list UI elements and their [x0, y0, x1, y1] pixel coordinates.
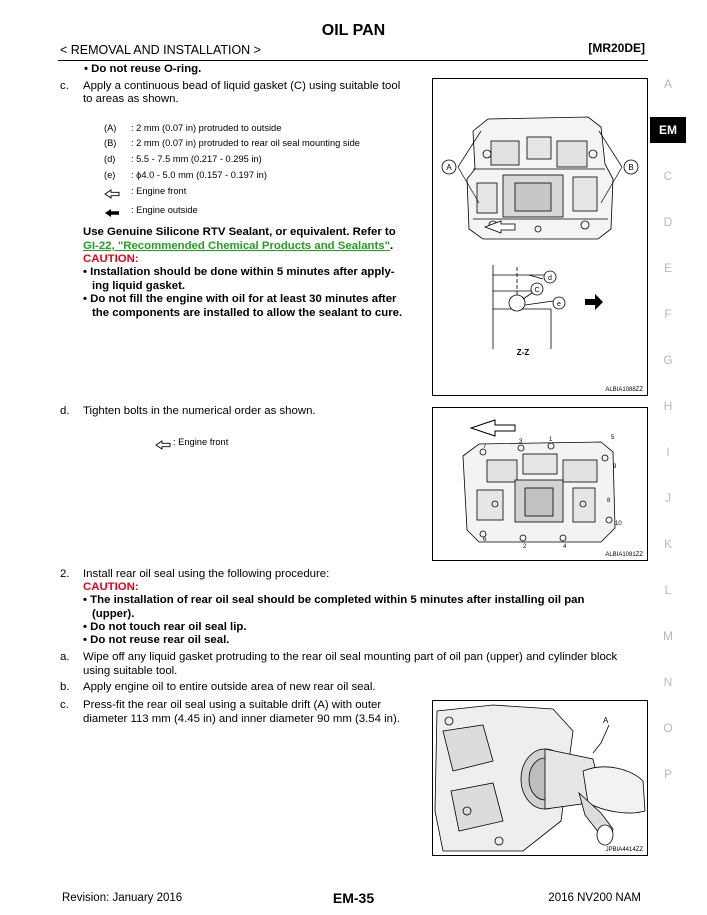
rear-oil-seal-drift-diagram	[433, 701, 647, 855]
spec-value: : ϕ4.0 - 5.0 mm (0.157 - 0.197 in)	[131, 170, 267, 180]
step-text: Press-fit the rear oil seal using a suitable drift (A) with outer	[83, 699, 382, 711]
nav-item-l[interactable]: L	[664, 583, 672, 597]
spec-value: : 2 mm (0.07 in) protruded to outside	[131, 123, 282, 133]
nav-item-a[interactable]: A	[663, 77, 672, 91]
nav-item-o[interactable]: O	[663, 721, 673, 735]
caution-label: CAUTION:	[83, 581, 139, 593]
caution-item: • The installation of rear oil seal should be completed within 5 minutes after installing oil pan	[83, 594, 585, 606]
caution-item: • Installation should be done within 5 minutes after apply-	[83, 266, 395, 278]
nav-item-n[interactable]: N	[663, 675, 673, 689]
step-marker: b.	[60, 681, 70, 693]
spec-key: (d)	[104, 154, 116, 164]
step-text: Tighten bolts in the numerical order as shown.	[83, 405, 316, 417]
svg-text:8: 8	[607, 498, 611, 504]
svg-text:9: 9	[613, 464, 617, 470]
svg-text:10: 10	[615, 521, 622, 527]
nav-item-m[interactable]: M	[663, 629, 673, 643]
footer-page-number: EM-35	[332, 890, 375, 906]
step-text: to areas as shown.	[83, 93, 179, 105]
figure-bolt-order	[432, 407, 648, 561]
outline-arrow-left-icon	[155, 437, 171, 455]
nav-item-j[interactable]: J	[665, 491, 671, 505]
svg-text:2: 2	[523, 544, 527, 550]
svg-text:7: 7	[483, 444, 487, 450]
step-marker: a.	[60, 651, 70, 663]
spec-key: (A)	[104, 123, 117, 133]
nav-item-h[interactable]: H	[663, 399, 673, 413]
spec-value: : 2 mm (0.07 in) protruded to rear oil seal mounting side	[131, 138, 360, 148]
nav-item-c[interactable]: C	[663, 169, 673, 183]
legend-text: : Engine outside	[131, 205, 198, 215]
figure-rear-oil-seal	[432, 700, 648, 856]
svg-text:A: A	[446, 163, 452, 172]
caution-item: • Do not fill the engine with oil for at least 30 minutes after	[83, 293, 397, 305]
solid-arrow-left-icon	[104, 205, 120, 223]
caution-item: • Do not touch rear oil seal lip.	[83, 621, 247, 633]
svg-text:3: 3	[519, 439, 523, 445]
legend-text: : Engine front	[131, 186, 187, 196]
nav-item-d[interactable]: D	[663, 215, 673, 229]
footer-revision: Revision: January 2016	[62, 892, 183, 904]
sealant-text: Use Genuine Silicone RTV Sealant, or equivalent. Refer to	[83, 226, 396, 238]
step-marker: c.	[60, 699, 69, 711]
svg-text:1: 1	[549, 437, 553, 443]
figure-id: ALBIA1081ZZ	[605, 552, 643, 558]
figure-id: JPBIA4414ZZ	[605, 847, 643, 853]
figure-liquid-gasket	[432, 78, 648, 396]
step-text: Apply engine oil to entire outside area of new rear oil seal.	[83, 681, 376, 693]
nav-item-p[interactable]: P	[663, 767, 672, 781]
svg-text:C: C	[534, 287, 540, 294]
caution-label: CAUTION:	[83, 253, 139, 265]
nav-item-f[interactable]: F	[664, 307, 672, 321]
svg-text:A: A	[603, 716, 609, 725]
spec-value: : 5.5 - 7.5 mm (0.217 - 0.295 in)	[131, 154, 262, 164]
caution-item-cont: ing liquid gasket.	[92, 280, 186, 292]
nav-item-em-active[interactable]: EM	[650, 117, 686, 143]
nav-item-g[interactable]: G	[663, 353, 673, 367]
caution-item: • Do not reuse rear oil seal.	[83, 634, 230, 646]
engine-block-gasket-diagram	[433, 79, 647, 395]
caution-item-cont: (upper).	[92, 608, 135, 620]
side-nav	[650, 0, 686, 915]
step-text: Install rear oil seal using the following procedure:	[83, 568, 330, 580]
svg-text:d: d	[548, 275, 552, 282]
svg-text:B: B	[628, 163, 634, 172]
step-text: diameter 113 mm (4.45 in) and inner diameter 90 mm (3.54 in).	[83, 713, 400, 725]
step-text: using suitable tool.	[83, 665, 178, 677]
step-marker: c.	[60, 80, 69, 92]
bullet-item: • Do not reuse O-ring.	[84, 63, 202, 75]
nav-item-e[interactable]: E	[663, 261, 672, 275]
step-marker: 2.	[60, 568, 70, 580]
step-text: Apply a continuous bead of liquid gasket (C) using suitable tool	[83, 80, 401, 92]
footer-model: 2016 NV200 NAM	[548, 892, 641, 904]
svg-text:Z-Z: Z-Z	[516, 348, 530, 357]
nav-item-i[interactable]: I	[666, 445, 670, 459]
svg-text:e: e	[557, 301, 561, 308]
svg-text:5: 5	[611, 435, 615, 441]
nav-item-k[interactable]: K	[663, 537, 672, 551]
oil-pan-bolt-diagram	[433, 408, 647, 560]
header-rule	[58, 60, 648, 61]
engine-code: [MR20DE]	[588, 41, 645, 55]
section-heading: < REMOVAL AND INSTALLATION >	[60, 43, 261, 57]
svg-text:6: 6	[483, 537, 487, 543]
legend-text: : Engine front	[173, 437, 229, 447]
figure-id: ALBIA1088ZZ	[605, 387, 643, 393]
svg-text:4: 4	[563, 544, 567, 550]
sealant-reference: GI-22, "Recommended Chemical Products and Sealants".	[83, 240, 394, 252]
reference-link[interactable]: GI-22, "Recommended Chemical Products and Sealants"	[83, 240, 391, 252]
step-text: Wipe off any liquid gasket protruding to the rear oil seal mounting part of oil pan (upper) and cylinder block	[83, 651, 618, 663]
page-title: OIL PAN	[321, 22, 386, 39]
spec-key: (B)	[104, 138, 117, 148]
caution-item-cont: the components are installed to allow the sealant to cure.	[92, 307, 403, 319]
outline-arrow-left-icon	[104, 186, 120, 204]
step-marker: d.	[60, 405, 70, 417]
spec-key: (e)	[104, 170, 116, 180]
